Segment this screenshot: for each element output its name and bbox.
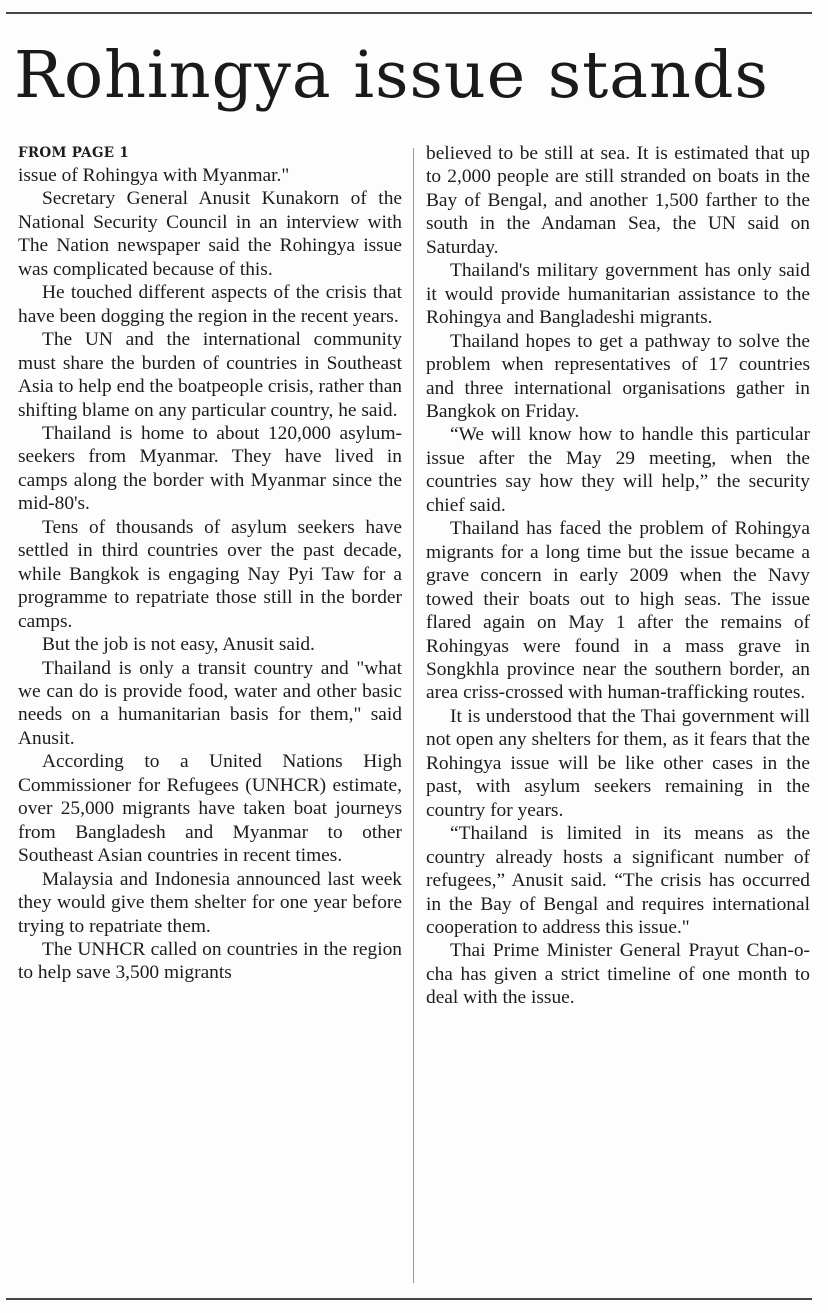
kicker: FROM PAGE 1: [18, 145, 130, 161]
paragraph: He touched different aspects of the crisis that have been dogging the region in the recent years.: [18, 282, 402, 327]
paragraph: Thailand has faced the problem of Rohingya migrants for a long time but the issue became a grave concern in early 2009 when the Navy towed their boats out to high seas. The issue flared again on May 1 after the remains of Rohingyas were found in a mass grave in Songkhla province near the southern border, an area criss-crossed with human-trafficking routes.: [426, 518, 810, 704]
paragraph: But the job is not easy, Anusit said.: [42, 634, 315, 656]
paragraph: Tens of thousands of asylum seekers have settled in third countries over the past decade, while Bangkok is engaging Nay Pyi Taw for a programme to repatriate those still in the border camps.: [18, 516, 402, 632]
left-column: [18, 142, 402, 985]
paragraph: “Thailand is limited in its means as the country already hosts a significant number of refugees,” Anusit said. “The crisis has occurred in the Bay of Bengal and requires international cooperation to address this issue.": [426, 823, 810, 938]
paragraph: Malaysia and Indonesia announced last week they would give them shelter for one year before trying to repatriate them.: [18, 868, 402, 937]
paragraph: Secretary General Anusit Kunakorn of the National Security Council in an interview with The Nation newspaper said the Rohingya issue was complicated because of this.: [18, 188, 402, 280]
bottom-rule: [6, 1298, 812, 1300]
column-divider: [413, 148, 414, 1283]
paragraph: believed to be still at sea. It is estimated that up to 2,000 people are still stranded on boats in the Bay of Bengal, and another 1,500 farther to the south in the Andaman Sea, the UN said on Saturday.: [426, 143, 810, 258]
paragraph: issue of Rohingya with Myanmar.": [18, 165, 290, 186]
right-column: [426, 142, 810, 1010]
paragraph: It is understood that the Thai government will not open any shelters for them, as it fears that the Rohingya issue will be like other cases in the past, with asylum seekers remaining in the country for years.: [426, 705, 810, 821]
headline: Rohingya issue stands: [14, 38, 769, 113]
paragraph: Thailand's military government has only said it would provide humanitarian assistance to the Rohingya and Bangladeshi migrants.: [426, 260, 810, 329]
paragraph: Thailand is home to about 120,000 asylum-seekers from Myanmar. They have lived in camps along the border with Myanmar since the mid-80's.: [18, 422, 402, 515]
paragraph: The UNHCR called on countries in the region to help save 3,500 migrants: [18, 938, 402, 984]
paragraph: Thai Prime Minister General Prayut Chan-o-cha has given a strict timeline of one month to deal with the issue.: [426, 940, 810, 1009]
paragraph: Thailand hopes to get a pathway to solve the problem when representatives of 17 countries and three international organisations gather in Bangkok on Friday.: [426, 330, 810, 422]
paragraph: According to a United Nations High Commissioner for Refugees (UNHCR) estimate, over 25,000 migrants have taken boat journeys from Bangladesh and Myanmar to other Southeast Asian countries in recent times.: [18, 751, 402, 867]
top-rule: [6, 12, 812, 14]
paragraph: “We will know how to handle this particular issue after the May 29 meeting, when the countries say how they will help,” the security chief said.: [426, 424, 810, 516]
paragraph: Thailand is only a transit country and "what we can do is provide food, water and other basic needs on a humanitarian basis for them," said Anusit.: [18, 657, 402, 749]
paragraph: The UN and the international community must share the burden of countries in Southeast Asia to help end the boatpeople crisis, rather than shifting blame on any particular country, he said.: [18, 329, 402, 421]
